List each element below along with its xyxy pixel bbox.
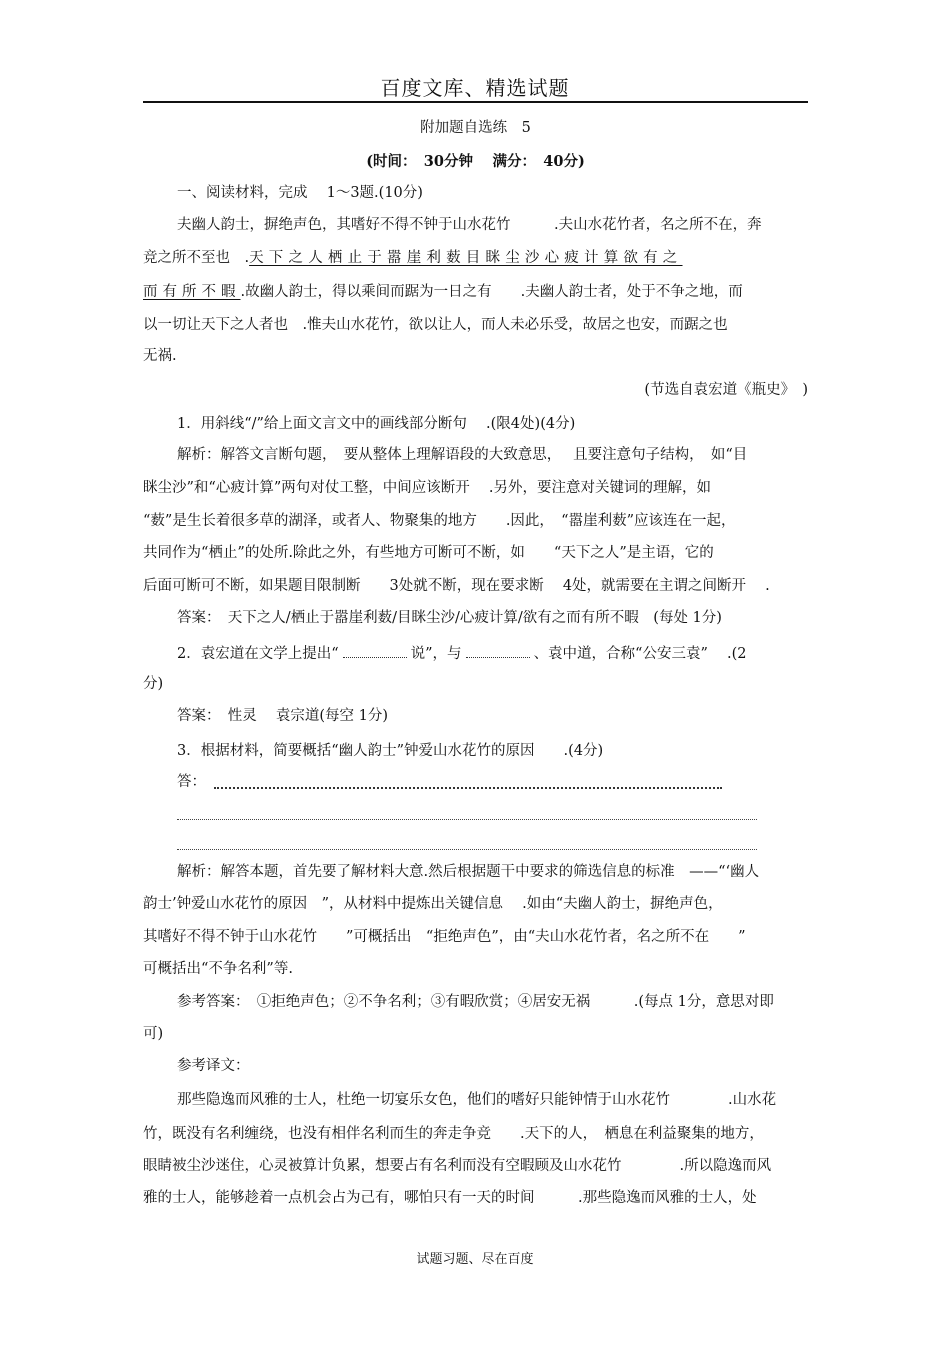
underlined-passage: 而有所不暇	[143, 284, 241, 300]
q1-analysis-line: 眯尘沙”和“心疲计算”两句对仗工整，中间应该断开 .另外，要注意对关键词的理解，如	[143, 480, 711, 496]
translation-label: 参考译文：	[177, 1058, 250, 1074]
page-title: 百度文库、精选试题	[380, 76, 570, 100]
q3-reference-answer-cont: 可)	[143, 1026, 164, 1042]
q3-analysis-line: 可概括出“不争名利”等.	[143, 961, 293, 977]
q2-text: 、袁中道，合称“公安三袁” .(2	[533, 646, 747, 662]
q3-analysis-line: 其嗜好不得不钟于山水花竹 ”可概括出 “拒绝声色”，由“夫山水花竹者，名之所不在 ”	[143, 929, 746, 945]
answer-line[interactable]	[214, 787, 722, 789]
q3-analysis-line: 韵士’钟爱山水花竹的原因 ”，从材料中提炼出关键信息 .如由“夫幽人韵士，摒绝声色，	[143, 896, 723, 912]
translation-line: 竹，既没有名利缠绕，也没有相伴名利而生的奔走争竞 .天下的人， 栖息在利益聚集的地方，	[143, 1126, 764, 1142]
q3-question: 3．根据材料，简要概括“幽人韵士”钟爱山水花竹的原因 .(4分)	[177, 743, 604, 759]
q1-analysis-line: 解析：解答文言断句题， 要从整体上理解语段的大致意思， 且要注意句子结构， 如“目	[177, 447, 748, 463]
passage-line-1: 夫幽人韵士，摒绝声色，其嗜好不得不钟于山水花竹 .夫山水花竹者，名之所不在，奔	[177, 217, 762, 233]
q1-analysis-line: 共同作为“栖止”的处所.除此之外，有些地方可断可不断，如 “天下之人”是主语，它的	[143, 545, 714, 561]
passage-line-5: 无祸.	[143, 348, 177, 364]
section-heading: 一、阅读材料，完成 1～3题.(10分)	[177, 185, 423, 201]
q2-blank-1[interactable]	[343, 643, 407, 658]
passage-line-2	[143, 248, 808, 268]
underlined-passage: 天下之人栖止于嚣崖利薮目眯尘沙心疲计算欲有之	[249, 250, 683, 266]
q1-analysis-line: 后面可断可不断，如果题目限制断 3处就不断，现在要求断 4处，就需要在主谓之间断开 .	[143, 578, 770, 594]
q2-question	[177, 643, 808, 664]
passage-line-3	[143, 282, 808, 302]
q1-analysis-line: “薮”是生长着很多草的湖泽，或者人、物聚集的地方 .因此， “嚣崖利薮”应该连在一起，	[143, 513, 736, 529]
passage-line-4: 以一切让天下之人者也 .惟夫山水花竹，欲以让人，而人未必乐受，故居之也安，而踞之也	[143, 317, 728, 333]
q3-reference-answer: 参考答案： ①拒绝声色；②不争名利；③有暇欣赏；④居安无祸 .(每点 1分，意思对即	[177, 994, 774, 1010]
exercise-title: 附加题自选练 5	[420, 120, 531, 136]
q2-question-cont: 分)	[143, 676, 164, 692]
translation-line: 雅的士人，能够趁着一点机会占为己有，哪怕只有一天的时间 .那些隐逸而风雅的士人，处	[143, 1190, 757, 1206]
passage-text: .故幽人韵士，得以乘间而踞为一日之有 .夫幽人韵士者，处于不争之地，而	[240, 284, 743, 300]
page-footer: 试题习题、尽在百度	[416, 1252, 534, 1267]
q2-text: 2．袁宏道在文学上提出“	[177, 646, 339, 662]
answer-line[interactable]	[177, 819, 757, 820]
exercise-meta: (时间： 30分钟 满分： 40分)	[366, 153, 585, 170]
q3-answer-label: 答：	[177, 774, 206, 790]
q1-answer: 答案： 天下之人/栖止于嚣崖利薮/目眯尘沙/心疲计算/欲有之而有所不暇 (每处 1分)	[177, 610, 722, 626]
translation-line: 眼睛被尘沙迷住，心灵被算计负累，想要占有名利而没有空暇顾及山水花竹 .所以隐逸而风	[143, 1158, 772, 1174]
passage-source: (节选自袁宏道《瓶史》 )	[644, 382, 808, 398]
q3-analysis-line: 解析：解答本题，首先要了解材料大意.然后根据题干中要求的筛选信息的标准 ——“‘幽人	[177, 864, 760, 880]
translation-line: 那些隐逸而风雅的士人，杜绝一切宴乐女色，他们的嗜好只能钟情于山水花竹 .山水花	[177, 1092, 777, 1108]
q2-answer: 答案： 性灵 袁宗道(每空 1分)	[177, 708, 389, 724]
q2-text: 说”，与	[410, 646, 462, 662]
answer-line[interactable]	[177, 849, 757, 850]
q2-blank-2[interactable]	[466, 643, 530, 658]
q1-question: 1．用斜线“/”给上面文言文中的画线部分断句 .(限4处)(4分)	[177, 416, 576, 432]
title-divider	[143, 101, 808, 103]
passage-text: 竞之所不至也 .	[143, 250, 250, 266]
